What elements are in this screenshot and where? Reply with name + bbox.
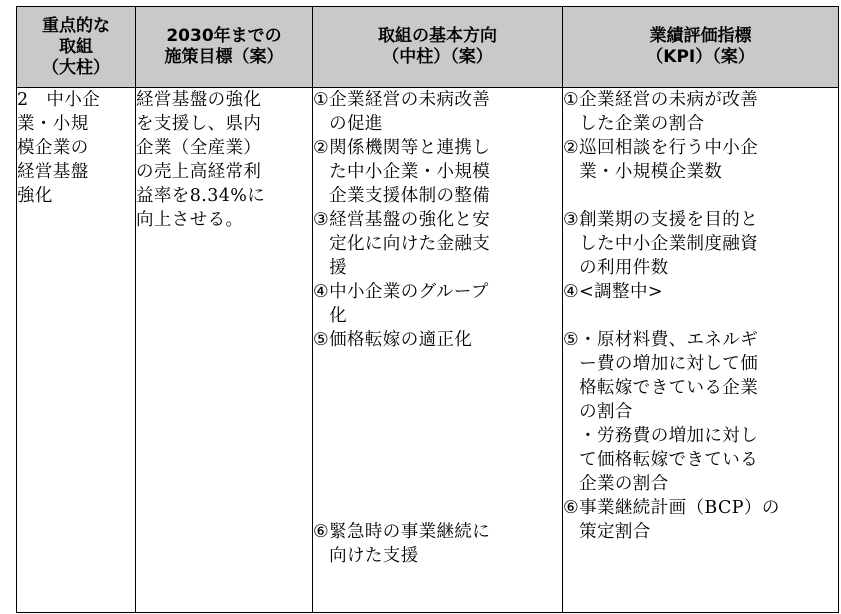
header-goal xyxy=(136,7,313,88)
item-line: 事業継続計画（BCP）の xyxy=(579,498,780,518)
item-line: ・労務費の増加に対し xyxy=(579,426,759,446)
item-line: ー費の増加に対して価 xyxy=(579,354,759,374)
item-line: 援 xyxy=(329,258,347,278)
item-number: ① xyxy=(313,90,330,110)
direction-cell xyxy=(313,88,563,613)
header-line: 取組 xyxy=(59,36,93,57)
goal-line: を支援し、県内 xyxy=(136,114,262,134)
item-line: 中小企業のグループ xyxy=(329,282,489,302)
header-direction xyxy=(313,7,563,88)
header-line: （大柱） xyxy=(42,57,110,78)
item-line: 企業経営の未病改善 xyxy=(329,90,491,110)
item-line: た中小企業・小規模 xyxy=(329,162,491,182)
item-line: の利用件数 xyxy=(579,258,669,278)
item-line: 向けた支援 xyxy=(329,546,419,566)
item-line: 定化に向けた金融支 xyxy=(329,234,491,254)
pillar-line: 2 中小企 xyxy=(17,90,101,110)
header-line: （KPI）（案） xyxy=(646,47,755,67)
goal-line: 益率を8.34%に xyxy=(136,186,266,206)
item-line: 巡回相談を行う中小企 xyxy=(579,138,759,158)
item-line: ・原材料費、エネルギ xyxy=(579,330,759,350)
goal-cell xyxy=(136,88,313,613)
header-row xyxy=(17,7,839,88)
direction-item xyxy=(313,280,562,328)
direction-item xyxy=(313,88,562,136)
goal-line: 企業（全産業） xyxy=(136,138,262,158)
kpi-table xyxy=(16,6,839,613)
pillar-line: 業・小規 xyxy=(17,114,89,134)
header-line: 施策目標（案） xyxy=(164,47,284,67)
direction-item xyxy=(313,520,562,568)
kpi-item xyxy=(563,136,838,184)
item-line: 価格転嫁の適正化 xyxy=(329,330,473,350)
pillar-line: 強化 xyxy=(17,186,53,206)
kpi-cell xyxy=(563,88,839,613)
item-number: ③ xyxy=(313,210,330,230)
item-number: ① xyxy=(563,90,580,110)
table-row xyxy=(17,88,839,613)
header-line: 取組の基本方向 xyxy=(378,26,497,46)
item-number: ⑥ xyxy=(563,498,580,518)
kpi-item xyxy=(563,88,838,136)
header-line: 重点的な xyxy=(42,15,110,36)
kpi-item xyxy=(563,496,838,544)
item-line: 企業支援体制の整備 xyxy=(329,186,491,206)
item-line: した企業の割合 xyxy=(579,114,705,134)
item-number: ③ xyxy=(563,210,580,230)
item-line: 企業経営の未病が改善 xyxy=(579,90,759,110)
header-pillar xyxy=(17,7,136,88)
goal-line: の売上高経常利 xyxy=(136,162,262,182)
item-number: ② xyxy=(313,138,330,158)
item-line: した中小企業制度融資 xyxy=(579,234,759,254)
item-number: ⑤ xyxy=(563,330,580,350)
pillar-line: 経営基盤 xyxy=(17,162,89,182)
item-number: ② xyxy=(563,138,580,158)
item-number: ④ xyxy=(563,282,580,302)
kpi-item xyxy=(563,208,838,280)
item-line: の割合 xyxy=(579,402,633,422)
item-line: 創業期の支援を目的と xyxy=(579,210,759,230)
item-line: 格転嫁できている企業 xyxy=(579,378,759,398)
item-line: 関係機関等と連携し xyxy=(329,138,491,158)
header-kpi xyxy=(563,7,839,88)
item-line: 緊急時の事業継続に xyxy=(329,522,491,542)
header-line: 業績評価指標 xyxy=(649,26,752,46)
direction-item xyxy=(313,328,562,352)
kpi-item xyxy=(563,280,838,304)
item-line: <調整中> xyxy=(579,282,663,302)
kpi-item xyxy=(563,328,838,496)
goal-line: 経営基盤の強化 xyxy=(136,90,262,110)
header-line: 2030年までの xyxy=(166,26,282,46)
item-line: 経営基盤の強化と安 xyxy=(329,210,491,230)
item-number: ⑤ xyxy=(313,330,330,350)
item-line: 化 xyxy=(329,306,347,326)
direction-item xyxy=(313,208,562,280)
item-number: ④ xyxy=(313,282,330,302)
item-line: 企業の割合 xyxy=(579,474,669,494)
item-line: 策定割合 xyxy=(579,522,651,542)
header-line: （中柱）（案） xyxy=(382,47,493,67)
item-line: の促進 xyxy=(329,114,383,134)
pillar-cell xyxy=(17,88,136,613)
item-line: 業・小規模企業数 xyxy=(579,162,723,182)
goal-line: 向上させる。 xyxy=(136,210,244,230)
item-number: ⑥ xyxy=(313,522,330,542)
direction-item xyxy=(313,136,562,208)
item-line: て価格転嫁できている xyxy=(579,450,759,470)
pillar-line: 模企業の xyxy=(17,138,89,158)
